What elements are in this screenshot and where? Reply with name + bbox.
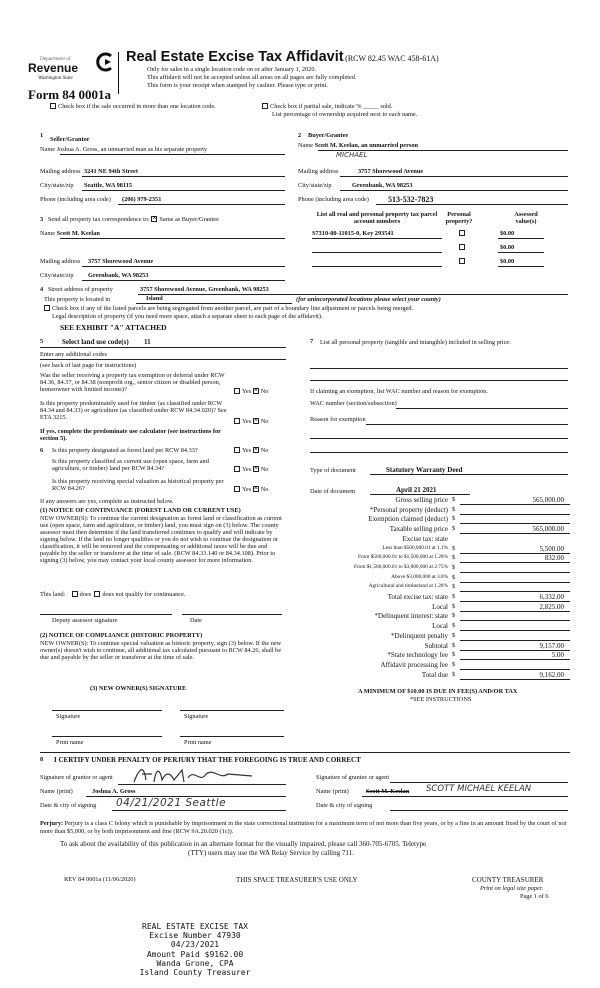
- buyer-name-handwritten: MICHAEL: [336, 151, 368, 159]
- tax-row: [300, 535, 572, 544]
- tax-row-label: Affidavit processing fee: [380, 660, 448, 669]
- county[interactable]: Island: [146, 295, 163, 302]
- header-note-1: Only for sales in a single location code on or after January 1, 2020.: [147, 66, 317, 73]
- new-owner-signature-line-1: [52, 710, 162, 711]
- stamp-line: Amount Paid $9162.00: [146, 949, 244, 959]
- form-title: [126, 49, 439, 66]
- this-land-label: This land:: [40, 591, 66, 598]
- stamp-line: REAL ESTATE EXCISE TAX: [142, 922, 248, 931]
- parcel-number[interactable]: S7310-00-11015-0, Key 293541: [312, 230, 394, 237]
- dollar-sign: $: [452, 505, 456, 513]
- tax-row: [300, 632, 572, 641]
- correspondence-name[interactable]: Scott M. Keelan: [56, 230, 100, 237]
- dollar-sign: $: [452, 670, 456, 678]
- tax-row: [300, 554, 572, 563]
- parcel-number-line: [312, 238, 442, 239]
- see-instructions-note: *SEE INSTRUCTIONS: [410, 696, 472, 703]
- grantee-name-handwritten[interactable]: SCOTT MICHAEL KEELAN: [426, 784, 532, 794]
- seller-phone[interactable]: (206) 979-2351: [122, 196, 162, 203]
- street-address[interactable]: 3757 Shorewood Avenue, Greenbank, WA 98253: [140, 286, 269, 293]
- see-exhibit[interactable]: SEE EXHIBIT "A" ATTACHED: [60, 323, 167, 332]
- alternate-format-note-2: (TTY) users may use the WA Relay Service by calling 711.: [188, 849, 354, 857]
- dollar-sign: $: [452, 641, 456, 649]
- assessed-value-line: [498, 252, 544, 253]
- seller-city-label: City/state/zip: [40, 182, 74, 189]
- tax-row-label: From $1,500,000.01 to $3,000,000 at 2.75%: [353, 563, 448, 570]
- correspondence-number: 3: [40, 216, 44, 223]
- county-treasurer-label: COUNTY TREASURER: [472, 876, 544, 884]
- more-location-checkbox[interactable]: [50, 103, 56, 109]
- grantee-signature-line: [390, 782, 568, 783]
- treasurer-use-label: THIS SPACE TREASURER'S USE ONLY: [236, 876, 358, 884]
- parcel-col-assessed: Assessed value(s): [514, 211, 538, 226]
- does-label: does: [79, 591, 92, 598]
- legal-paper-note: Print on legal size paper.: [480, 885, 544, 892]
- historic-answer: [234, 486, 268, 493]
- grantee-name-line: [362, 796, 568, 797]
- doc-date-line: [370, 494, 470, 495]
- tax-row: [300, 545, 572, 554]
- alternate-format-note-1: To ask about the availability of this publication in an alternate format for the visually impaired, please call 360-705-6705. Teletype: [60, 840, 427, 848]
- parcel-row: [300, 228, 572, 235]
- buyer-mailing-line: [340, 176, 568, 177]
- grantor-date-label: Date & city of signing: [40, 802, 97, 809]
- correspondence-mailing-label: Mailing address: [40, 258, 81, 265]
- seller-city[interactable]: Seattle, WA 98115: [84, 182, 132, 189]
- parcel-number-line: [312, 266, 442, 267]
- buyer-name[interactable]: Scott M. Keelan, an unmarried person: [314, 142, 418, 149]
- land-use-code[interactable]: 11: [144, 338, 151, 346]
- tax-row-label: Local: [432, 622, 448, 631]
- tax-row-label: *State technology fee: [387, 651, 448, 660]
- notice-compliance-title: (2) NOTICE OF COMPLIANCE (HISTORIC PROPERTY): [40, 632, 203, 639]
- new-owner-print-line-2: [180, 736, 284, 737]
- reason-line: [310, 452, 568, 453]
- does-not-label: does not qualify for continuance.: [102, 591, 186, 598]
- street-address-line: [138, 294, 568, 295]
- deputy-date-label: Date: [190, 617, 202, 624]
- rev-number: REV 84 0001a (11/06/2020): [64, 876, 136, 883]
- tax-row-value[interactable]: 6,332.00: [539, 593, 564, 601]
- tax-row-value[interactable]: 5.00: [551, 651, 564, 660]
- personal-property-checkbox[interactable]: [459, 258, 465, 264]
- dollar-sign: $: [452, 525, 456, 533]
- department-of-text: Department of: [40, 56, 71, 62]
- unincorporated-note: (for unincorporated locations please select your county): [296, 296, 441, 303]
- buyer-name-row: [298, 142, 418, 149]
- deputy-signature-label: Deputy assessor signature: [52, 617, 118, 624]
- legal-description-label: Legal description of property (if you need more space, attach a separate sheet to each page of the affidavit).: [52, 313, 323, 320]
- personal-property-line: [310, 368, 568, 369]
- dollar-sign: $: [452, 660, 456, 668]
- section6-number: 6: [40, 447, 44, 454]
- dollar-sign: $: [452, 573, 456, 581]
- correspondence-city-label: City/state/zip: [40, 272, 74, 279]
- deputy-signature-line: [40, 614, 172, 615]
- dollar-sign: $: [452, 583, 456, 591]
- see-back-note: (see back of last page for instructions): [40, 362, 137, 369]
- timber-answer: [234, 418, 268, 425]
- tax-row-label: *Delinquent interest: state: [374, 612, 448, 621]
- page-number: Page 1 of 6: [520, 893, 549, 900]
- buyer-mailing[interactable]: 3757 Shorewood Avenue: [358, 168, 424, 175]
- grantee-name-label: Name (print): [316, 788, 349, 795]
- buyer-phone[interactable]: 513-532-7823: [388, 195, 434, 204]
- tax-row: [300, 622, 572, 631]
- predominate-use-note: If yes, complete the predominate use calculator (see instructions for section 5).: [40, 428, 221, 443]
- tax-row: [300, 612, 572, 621]
- this-land-row: [40, 591, 185, 598]
- if-any-yes: If any answers are yes, complete as instructed below.: [40, 498, 174, 505]
- tax-row-label: *Delinquent penalty: [391, 631, 448, 640]
- tax-row-label: Above $3,000,000 at 3.0%: [391, 573, 448, 580]
- forest-yes-checkbox[interactable]: [234, 447, 240, 453]
- additional-codes-label: Enter any additional codes: [40, 351, 107, 358]
- segregated-checkbox-row[interactable]: [44, 305, 413, 312]
- dollar-sign: $: [452, 631, 456, 639]
- wac-number-line: [396, 408, 568, 409]
- seller-name[interactable]: Joshua A. Gross, an unmarried man as his separate property: [56, 146, 208, 153]
- no-label: No: [260, 418, 269, 425]
- partial-sale-checkbox[interactable]: [262, 103, 268, 109]
- grantor-name[interactable]: Joshua A. Gross: [92, 788, 136, 795]
- street-number: 4: [40, 286, 44, 293]
- no-label: No: [260, 466, 269, 473]
- reason-line: [310, 438, 568, 439]
- tax-row-label: Less than $500,000.01 at 1.1%: [382, 544, 448, 551]
- no-label: No: [260, 447, 269, 454]
- buyer-city[interactable]: Greenbank, WA 98253: [352, 182, 413, 189]
- dollar-sign: $: [452, 593, 456, 600]
- tax-row-label: Subtotal: [424, 641, 448, 650]
- grantee-date-line: [390, 810, 568, 811]
- seller-section-number: 1: [40, 132, 44, 139]
- tax-row-value[interactable]: 5,500.00: [539, 544, 564, 553]
- doc-type-label: Type of document: [310, 467, 356, 474]
- tax-row-value[interactable]: 9,162.00: [539, 670, 564, 679]
- form-number: Form 84 0001a: [28, 87, 112, 102]
- seller-name-line: [60, 154, 285, 155]
- same-as-buyer-checkbox[interactable]: [151, 216, 157, 222]
- certify-statement: I CERTIFY UNDER PENALTY OF PERJURY THAT THE FOREGOING IS TRUE AND CORRECT: [54, 756, 361, 764]
- dollar-sign: $: [452, 496, 456, 503]
- personal-property-checkbox[interactable]: [459, 230, 465, 236]
- doc-type-line: [370, 474, 568, 475]
- tax-row-label: Local: [432, 602, 448, 611]
- new-owner-signature-label-2: Signature: [184, 713, 209, 720]
- yes-label: Yes: [242, 447, 252, 454]
- seller-heading: Seller/Grantor: [50, 136, 90, 143]
- deputy-date-line: [182, 614, 282, 615]
- current-use-yes-checkbox[interactable]: [234, 466, 240, 472]
- does-checkbox[interactable]: [72, 591, 78, 597]
- perjury-label: Perjury:: [40, 820, 64, 827]
- seller-mailing-line: [82, 176, 285, 177]
- tax-row-label: Gross selling price: [395, 496, 448, 504]
- tax-row: [300, 661, 572, 670]
- correspondence-city-line: [82, 280, 285, 281]
- seller-mailing-label: Mailing address: [40, 168, 81, 175]
- grantee-date-label: Date & city of signing: [316, 802, 373, 809]
- personal-property-text: List all personal property (tangible and intangible) included in selling price.: [320, 339, 511, 346]
- section8-top-rule: [40, 752, 570, 753]
- seller-phone-label: Phone (including area code): [40, 196, 111, 203]
- seller-name-label: Name: [40, 146, 56, 153]
- dollar-sign: $: [452, 544, 456, 552]
- timber-question: Is this property predominately used for timber (as classified under RCW 84.34 and 84.33) or agriculture (as classified under RCW 84.34.020)? See ETA 3215.: [40, 400, 227, 422]
- current-use-question: Is this property classified as current use (open space, farm and agriculture, or timber) land per RCW 84.34?: [52, 458, 209, 473]
- tax-row-label: Total due: [421, 670, 448, 679]
- current-use-no-checkbox[interactable]: [253, 466, 259, 472]
- tax-row: [300, 651, 572, 660]
- tax-row-label: Exemption claimed (deduct): [368, 515, 448, 524]
- grantor-date-city[interactable]: 04/21/2021 Seattle: [116, 797, 227, 809]
- revenue-logo-icon: [95, 52, 115, 72]
- dollar-sign: $: [452, 602, 456, 610]
- new-owner-print-label-1: Print name: [56, 739, 84, 746]
- same-as-buyer-label: Same as Buyer/Grantee: [159, 216, 219, 223]
- parcel-row: [300, 256, 572, 263]
- dollar-sign: $: [452, 554, 456, 562]
- header-note-3: This form is your receipt when stamped by cashier. Please type or print.: [147, 82, 328, 89]
- forest-question: Is this property designated as forest land per RCW 84.33?: [52, 447, 198, 454]
- grantor-signature-line: [118, 784, 286, 785]
- parcel-col-numbers: List all real and personal property tax parcel account numbers: [316, 211, 438, 226]
- partial-sale-label: Check box if partial sale, indicate % _____ sold.: [270, 103, 393, 110]
- correspondence-text: Send all property tax correspondence to:: [47, 216, 150, 223]
- tax-row-label: Taxable selling price: [389, 525, 448, 534]
- personal-property-checkbox[interactable]: [459, 244, 465, 250]
- grantee-signature-label: Signature of grantee or agent: [316, 774, 390, 781]
- yes-label: Yes: [242, 466, 252, 473]
- tax-row-value[interactable]: 832.00: [544, 554, 564, 563]
- buyer-mailing-label: Mailing address: [298, 168, 339, 175]
- tax-row: [300, 496, 572, 505]
- reason-label: Reason for exemption: [310, 416, 366, 423]
- yes-label: Yes: [242, 388, 252, 395]
- correspondence-mailing-line: [82, 266, 285, 267]
- assessed-value[interactable]: $0.00: [500, 230, 515, 237]
- forest-answer: [234, 447, 268, 454]
- buyer-heading: Buyer/Grantee: [308, 132, 349, 139]
- forest-no-checkbox[interactable]: [253, 447, 259, 453]
- buyer-phone-label: Phone (including area code): [298, 196, 369, 203]
- doc-type[interactable]: Statutory Warranty Deed: [386, 466, 463, 474]
- seller-name-row: [40, 146, 207, 153]
- additional-codes-line: [40, 359, 286, 360]
- section7-number: 7: [310, 338, 314, 345]
- dollar-sign: $: [452, 651, 456, 659]
- notice-continuance-title: (1) NOTICE OF CONTINUANCE (FOREST LAND OR CURRENT USE): [40, 507, 241, 514]
- stamp-line: 04/23/2021: [170, 940, 220, 950]
- parcel-number-line: [312, 252, 442, 253]
- tax-row-value[interactable]: 565,000.00: [532, 496, 564, 504]
- stamp-line: Island County Treasurer: [139, 967, 251, 977]
- tax-row-line: [460, 679, 570, 680]
- timber-no-checkbox[interactable]: [253, 418, 259, 424]
- tax-row: [300, 583, 572, 592]
- located-in-label: This property is located in: [44, 296, 111, 303]
- dollar-sign: $: [452, 612, 456, 620]
- notice-compliance-body: NEW OWNER(S): To continue special valuation as historic property, sign (3) below. If the new owner(s) doesn't wish to continue, all additional tax calculated pursuant to RCW 84.26, shall be due and payable by the seller or transferor at the time of sale.: [40, 640, 282, 662]
- wac-number-label: WAC number (section/subsection): [310, 400, 397, 407]
- tax-row-value[interactable]: 2,825.00: [539, 602, 564, 611]
- dollar-sign: $: [452, 622, 456, 630]
- tax-row-label: Excise tax: state: [402, 534, 448, 543]
- reason-line: [366, 424, 568, 425]
- dollar-sign: $: [452, 563, 456, 571]
- more-location-checkbox-row[interactable]: [50, 103, 216, 110]
- header-note-2: This affidavit will not be accepted unless all areas on all pages are fully completed.: [147, 74, 357, 81]
- buyer-name-label: Name: [298, 142, 314, 149]
- timber-yes-checkbox[interactable]: [234, 418, 240, 424]
- yes-label: Yes: [242, 486, 252, 493]
- personal-property-line: [310, 380, 568, 381]
- new-owner-signature-line-2: [180, 710, 284, 711]
- minimum-fee-note: A MINIMUM OF $10.00 IS DUE IN FEE(S) AND/OR TAX: [358, 688, 518, 695]
- grantor-signature-icon: [130, 764, 260, 786]
- yes-label: Yes: [242, 418, 252, 425]
- correspondence-row: [40, 216, 219, 223]
- doc-date[interactable]: April 21 2021: [396, 486, 437, 494]
- buyer-phone-line: [376, 204, 568, 205]
- header-divider: [118, 52, 119, 94]
- tax-row: [300, 642, 572, 651]
- tax-row-label: *Personal property (deduct): [369, 505, 448, 514]
- correspondence-name-row: [40, 230, 100, 237]
- land-use-number: 5: [40, 338, 44, 345]
- assessed-value-line: [498, 238, 544, 239]
- new-owner-signature-title: (3) NEW OWNER(S) SIGNATURE: [90, 685, 187, 692]
- seller-city-line: [82, 190, 285, 191]
- historic-yes-checkbox[interactable]: [234, 486, 240, 492]
- tax-row: [300, 564, 572, 573]
- parcel-col-personal: Personal property?: [445, 211, 473, 226]
- dollar-sign: $: [452, 515, 456, 523]
- tax-row: [300, 515, 572, 524]
- assessed-value[interactable]: $0.00: [500, 258, 515, 265]
- no-label: No: [260, 486, 269, 493]
- list-percentage-note: List percentage of ownership acquired next to each name.: [272, 111, 418, 118]
- correspondence-name-label: Name: [40, 230, 56, 237]
- grantor-signature-label: Signature of grantor or agent: [40, 774, 113, 781]
- exemption-yes-checkbox[interactable]: [234, 388, 240, 394]
- does-not-checkbox[interactable]: [94, 591, 100, 597]
- segregated-checkbox[interactable]: [44, 305, 50, 311]
- correspondence-mailing[interactable]: 3757 Shorewood Avenue: [88, 258, 154, 265]
- tax-row-value[interactable]: 9,157.00: [539, 641, 564, 650]
- grantee-name-struck: Scott M. Keelan: [366, 788, 410, 795]
- grantor-date-line: [112, 810, 286, 811]
- historic-no-checkbox[interactable]: [253, 486, 259, 492]
- seller-phone-line: [118, 204, 285, 205]
- tax-row-value[interactable]: 565,000.00: [532, 525, 564, 534]
- notice-continuance-body: NEW OWNER(S): To continue the current designation as forest land or classification as current use (open space, farm and agriculture, or timber) land, you must sign on (3) below. The county assessor must then determine if the land transferred continues to qualify and will indicate by signing below. If the land no longer qualifies or you do not wish to continue the designation or classification, it will be removed and the compensating or additional taxes will be due and payable by the seller or transferor at the time of sale. (RCW 84.33.140 or 84.34.108). Prior to signing (3) below, you may contact your local county assessor for more information.: [40, 515, 282, 565]
- tax-row-label: From $500,000.01 to $1,500,000 at 1.28%: [357, 554, 448, 561]
- historic-question: Is this property receiving special valuation as historical property per RCW 84.26?: [52, 478, 224, 493]
- seller-mailing[interactable]: 3241 NE 94th Street: [84, 168, 138, 175]
- land-use-label: Select land use code(s): [62, 338, 129, 346]
- form-title-text: Real Estate Excise Tax Affidavit: [126, 49, 344, 65]
- grantor-name-label: Name (print): [40, 788, 73, 795]
- buyer-section-number: 2: [298, 132, 302, 139]
- new-owner-print-label-2: Print name: [184, 739, 212, 746]
- tax-row: [300, 671, 572, 680]
- no-label: No: [260, 388, 269, 395]
- new-owner-print-line-1: [52, 736, 162, 737]
- buyer-name-line: [318, 150, 568, 151]
- street-label: Street address of property: [47, 286, 113, 293]
- buyer-city-line: [340, 190, 568, 191]
- stamp-line: Wanda Grone, CPA: [156, 958, 234, 968]
- land-use-line: [40, 347, 286, 348]
- exemption-wac-instruction: If claiming an exemption, list WAC number and reason for exemption.: [310, 388, 488, 395]
- perjury-text: Perjury is a class C felony which is punishable by imprisonment in the state correctional institution for a maximum term of not more than five years, or by a fine in an amount fixed by the court of not more than $5,000, or by both imprisonment and fine (RCW 9A.20.020 (1c)).: [40, 820, 567, 835]
- tax-row: [300, 506, 572, 515]
- perjury-statement: [40, 820, 570, 835]
- tax-row: [300, 603, 572, 612]
- street-row: [40, 286, 113, 293]
- stamp-line: Excise Number 47930: [149, 931, 241, 941]
- section8-number: 8: [40, 756, 44, 763]
- exemption-question: Was the seller receiving a property tax exemption or deferral under RCW 84.36, 84.37, or 84.38 (nonprofit org., senior citizen or disabled person, homeowner with limited income)?: [40, 372, 225, 394]
- revenue-logo-text: Revenue: [28, 61, 79, 75]
- correspondence-name-line: [60, 238, 285, 239]
- exemption-no-checkbox[interactable]: [253, 388, 259, 394]
- tax-row: [300, 525, 572, 534]
- form-rcw: (RCW 82.45 WAC 458-61A): [345, 54, 439, 63]
- buyer-city-label: City/state/zip: [298, 182, 332, 189]
- correspondence-city[interactable]: Greenbank, WA 98253: [88, 272, 149, 279]
- partial-sale-checkbox-row[interactable]: [262, 103, 392, 110]
- tax-row-label: Agricultural and timberland at 1.28%: [368, 583, 448, 590]
- more-location-label: Check box if the sale occurred in more than one location code.: [58, 103, 216, 110]
- washington-state-text: Washington State: [38, 76, 73, 81]
- doc-date-label: Date of document: [310, 488, 356, 495]
- tax-row-label: Total excise tax: state: [387, 593, 448, 601]
- current-use-answer: [234, 466, 268, 473]
- parcel-row: [300, 242, 572, 249]
- treasurer-stamp: [130, 922, 260, 977]
- tax-row: [300, 574, 572, 583]
- assessed-value[interactable]: $0.00: [500, 244, 515, 251]
- segregated-label: Check box if any of the listed parcels are being segregated from another parcel, are part of a boundary line adjustment or parcels being merged.: [52, 305, 414, 312]
- assessed-value-line: [498, 266, 544, 267]
- tax-row: [300, 593, 572, 602]
- new-owner-signature-label-1: Signature: [56, 713, 81, 720]
- exemption-answer: [234, 388, 268, 395]
- county-line: [136, 303, 292, 304]
